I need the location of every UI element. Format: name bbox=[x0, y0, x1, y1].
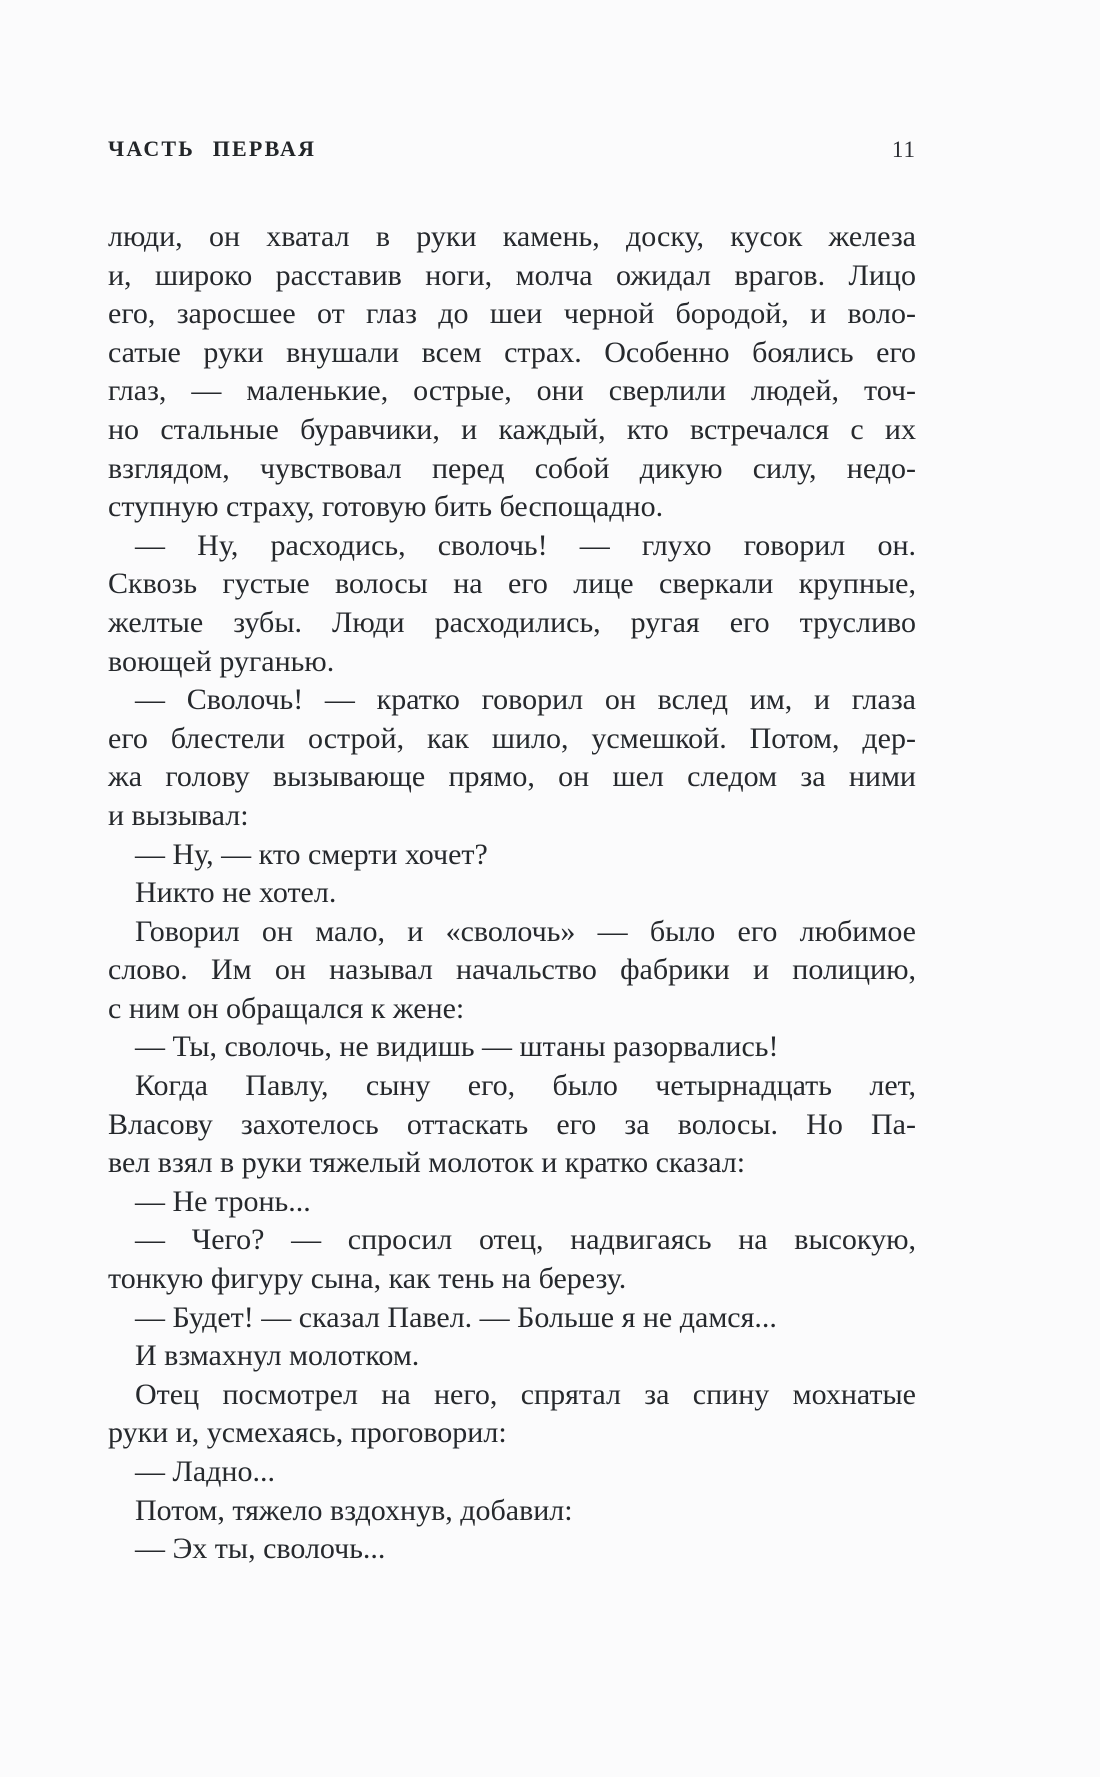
text-line: — Будет! — сказал Павел. — Больше я не дамся... bbox=[135, 1300, 777, 1334]
text-line: — Эх ты, сволочь... bbox=[135, 1532, 386, 1566]
text-line: Никто не хотел. bbox=[135, 876, 337, 910]
text-line: Когда Павлу, сыну его, было четырнадцать лет, bbox=[135, 1069, 916, 1103]
text-line: жа голову вызывающе прямо, он шел следом за ними bbox=[108, 760, 916, 794]
body-text bbox=[108, 218, 916, 1569]
text-line: И взмахнул молотком. bbox=[135, 1339, 420, 1373]
text-line: тонкую фигуру сына, как тень на березу. bbox=[108, 1262, 627, 1296]
text-line: Говорил он мало, и «сволочь» — было его любимое bbox=[135, 914, 916, 948]
text-line: — Ну, — кто смерти хочет? bbox=[135, 837, 488, 871]
text-line: Сквозь густые волосы на его лице сверкали крупные, bbox=[108, 567, 916, 601]
text-line: с ним он обращался к жене: bbox=[108, 991, 465, 1025]
text-line: его, заросшее от глаз до шеи черной бородой, и воло- bbox=[108, 297, 916, 331]
running-title: ЧАСТЬ ПЕРВАЯ bbox=[108, 136, 317, 161]
page-number: 11 bbox=[891, 137, 916, 162]
text-line: вел взял в руки тяжелый молоток и кратко сказал: bbox=[108, 1146, 746, 1180]
text-line: Отец посмотрел на него, спрятал за спину мохнатые bbox=[135, 1377, 916, 1411]
text-line: — Не тронь... bbox=[135, 1184, 311, 1218]
text-line: — Ну, расходись, сволочь! — глухо говорил он. bbox=[135, 528, 916, 562]
text-line: — Ты, сволочь, не видишь — штаны разорвались! bbox=[135, 1030, 779, 1064]
text-line: желтые зубы. Люди расходились, ругая его трусливо bbox=[108, 605, 916, 639]
text-line: взглядом, чувствовал перед собой дикую силу, недо- bbox=[108, 451, 916, 485]
text-line: — Сволочь! — кратко говорил он вслед им, и глаза bbox=[135, 683, 916, 717]
text-line: глаз, — маленькие, острые, они сверлили людей, точ- bbox=[108, 374, 916, 408]
text-line: ступную страху, готовую бить беспощадно. bbox=[108, 490, 664, 524]
text-line: но стальные буравчики, и каждый, кто встречался с их bbox=[108, 412, 916, 446]
text-line: — Ладно... bbox=[135, 1455, 275, 1488]
text-line: руки и, усмехаясь, проговорил: bbox=[108, 1416, 507, 1450]
text-line: — Чего? — спросил отец, надвигаясь на высокую, bbox=[135, 1223, 916, 1257]
text-line: Потом, тяжело вздохнув, добавил: bbox=[135, 1493, 573, 1527]
text-line: и вызывал: bbox=[108, 798, 249, 832]
text-line: сатые руки внушали всем страх. Особенно боялись его bbox=[108, 335, 916, 369]
text-line: слово. Им он называл начальство фабрики и полицию, bbox=[108, 953, 916, 987]
text-line: и, широко расставив ноги, молча ожидал врагов. Лицо bbox=[108, 258, 916, 292]
text-line: люди, он хватал в руки камень, доску, кусок железа bbox=[108, 220, 916, 253]
text-line: его блестели острой, как шило, усмешкой. Потом, дер- bbox=[108, 721, 916, 755]
text-line: воющей руганью. bbox=[108, 644, 335, 678]
text-line: Власову захотелось оттаскать его за волосы. Но Па- bbox=[108, 1107, 916, 1141]
